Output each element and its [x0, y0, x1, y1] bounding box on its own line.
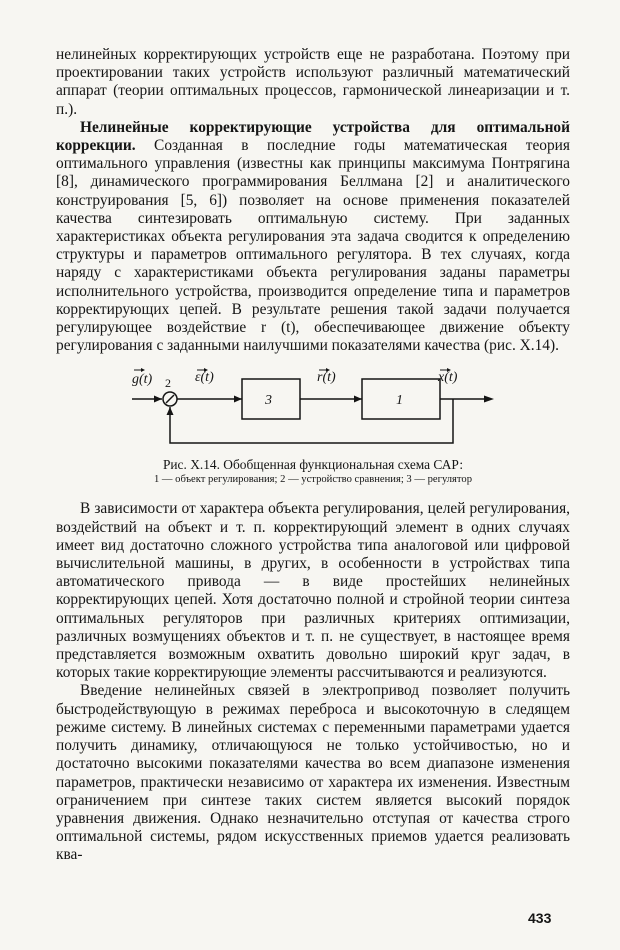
block-3-label: 3 [265, 393, 272, 409]
paragraph-2-heading: Нелинейные корректирующие устройства для оптимальной коррекции. [56, 118, 570, 155]
block-diagram [56, 367, 570, 455]
paragraph-4: Введение нелинейных связей в электропривод позволяет получить быстродействующую в режимах переброса и высокоточную в следящем режиме систему. В линейных системах с переменными параметрами удается получить динамику, отличающуюся не только устойчивостью, но и достаточно высокими показателями качества во всем диапазоне изменения параметров, практически независимо от характера их изменения. Известным ограничением при синтезе таких систем является высокий порядок уравнения движения. Однако незначительно отступая от качества строго оптимальной системы, рядом искусственных приемов удается реализовать ква- [56, 682, 570, 864]
block-1-label: 1 [396, 393, 403, 409]
label-e: ε(t) [195, 370, 214, 386]
page-body [56, 46, 570, 865]
arrow-output [484, 396, 494, 403]
label-x: x(t) [438, 370, 458, 386]
arrow-error [234, 396, 242, 403]
label-g: g(t) [132, 372, 153, 388]
feedback-loop [170, 399, 453, 443]
label-2: 2 [165, 376, 171, 391]
arrow-feedback [167, 407, 174, 415]
arrow-control [354, 396, 362, 403]
page-number: 433 [528, 910, 552, 926]
arrow-input [154, 396, 162, 403]
paragraph-3: В зависимости от характера объекта регулирования, целей регулирования, воздействий на объект и т. п. корректирующий элемент в одних случаях имеет вид достаточно сложного устройства типа аналоговой или цифровой вычислительной машины, в других, в особенности в устройствах типа автоматического привода — в виде простейших нелинейных корректирующих цепей. Хотя достаточно полной и стройной теории синтеза оптимальных регуляторов при различных критериях оптимизации, различных возмущениях объектов и т. п. не существует, в настоящее время представляется возможным охватить довольно широкий круг задач, в которых такие корректирующие элементы рассчитываются и реализуются. [56, 500, 570, 682]
paragraph-2 [56, 119, 570, 356]
paragraph-1: нелинейных корректирующих устройств еще не разработана. Поэтому при проектировании таких устройств используют различный математический аппарат (теории оптимальных процессов, гармонической линеаризации и т. п.). [56, 46, 570, 118]
summing-mark [166, 395, 174, 403]
figure-caption-legend: 1 — объект регулирования; 2 — устройство сравнения; 3 — регулятор [153, 474, 473, 486]
figure-x14 [56, 367, 570, 455]
label-r: r(t) [317, 370, 336, 386]
figure-caption: Рис. X.14. Обобщенная функциональная схема САР: [162, 457, 464, 473]
paragraph-2-body: Созданная в последние годы математическая теория оптимального управления (известны как принципы максимума Понтрягина [8], динамического программирования Беллмана [2] и аналитического конструирования [5, 6]) позволяет на основе применения показателей качества синтезировать оптимальную систему. При заданных характеристиках объекта регулирования эта задача сводится к определению структуры и параметров оптимального регулятора. В тех случаях, когда наряду с характеристиками объекта регулирования заданы параметры исполнительного устройства, производится определение типа и параметров корректирующих цепей. В результате решения такой задачи получается регулирующее воздействие r (t), обеспечивающее движение объекту регулирования с заданными наилучшими показателями качества (рис. X.14). [56, 137, 570, 355]
